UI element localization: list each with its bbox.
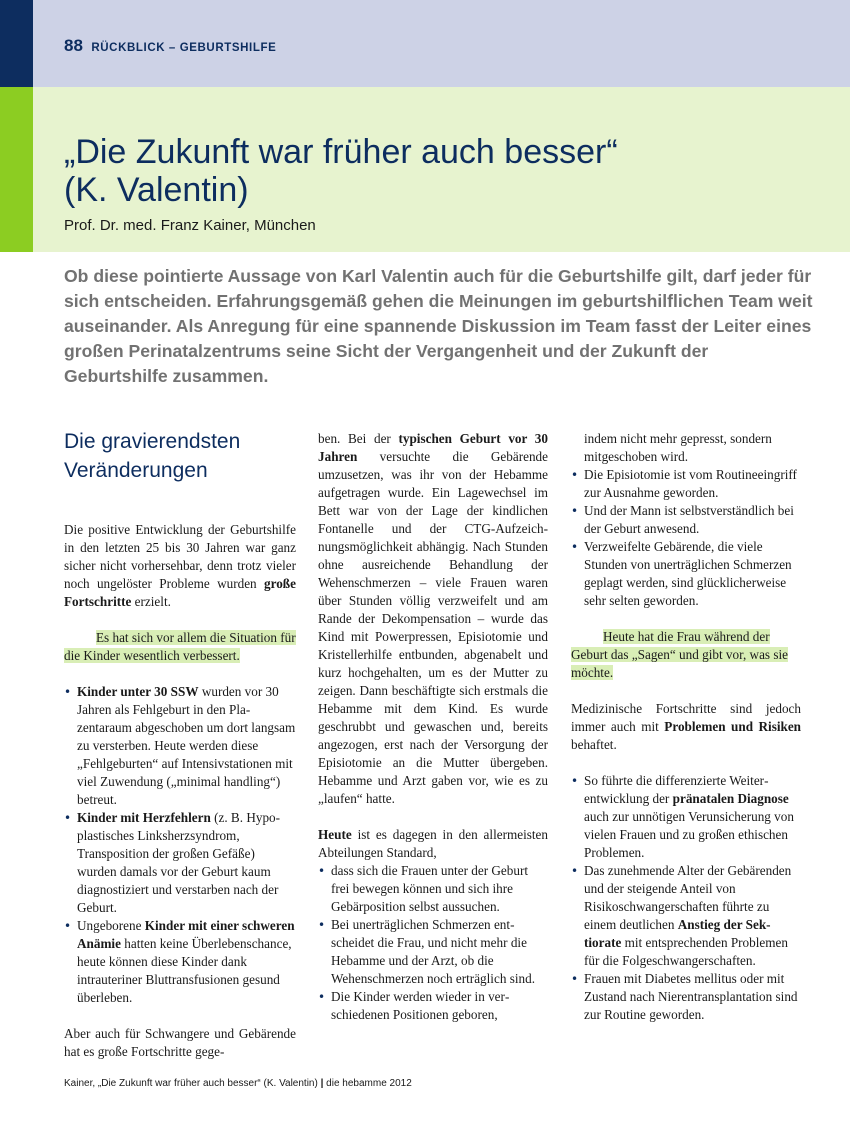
list-item: • Frauen mit Diabetes mellitus oder mit Zustand nach Nierentransplantation sind zur Routine geworden.: [571, 971, 798, 1022]
title-line-1: „Die Zukunft war früher auch besser“: [64, 133, 618, 171]
list-item: • So führte die differenzierte Weiterentwicklung der pränatalen Diagnose auch zur unnötigen Verunsicherung von vielen Frauen und zu großen ethischen Problemen.: [571, 773, 794, 860]
author-line: Prof. Dr. med. Franz Kainer, München: [64, 217, 316, 234]
page-footer: [64, 1078, 412, 1089]
highlighted-text: Heute hat die Frau während der Geburt das „Sagen“ und gibt vor, was sie möchte.: [571, 629, 789, 680]
bullet-icon: •: [571, 468, 579, 482]
pull-quote: [64, 629, 296, 665]
column-1: [64, 430, 296, 1061]
bullet-icon: •: [318, 918, 326, 932]
column-3: [571, 430, 801, 1024]
list-item: • Kinder mit Herzfehlern (z. B. Hypoplastisches Linksherzsyndrom, Transposition der großen Gefäße) wurden damals vor der Geburt kaum diagnostiziert und verstarben nach der Geburt.: [64, 810, 281, 915]
section-heading: [64, 427, 296, 485]
pull-quote: [571, 628, 801, 682]
bullet-icon: •: [64, 685, 72, 699]
bullet-icon: •: [318, 990, 326, 1004]
paragraph: Die positive Entwicklung der Geburtshilfe in den letzten 25 bis 30 Jahren war ganz sicher nicht vorhersehbar, denn trotz vieler noch ungelöster Probleme wurden große Fortschritte erzielt.: [64, 522, 296, 609]
list-item: • dass sich die Frauen unter der Geburt frei bewegen können und sich ihre Gebärposition selbst aussuchen.: [318, 863, 529, 914]
heading-line-1: Die gravierendsten: [64, 430, 241, 453]
paragraph: Medizinische Fortschritte sind jedoch immer auch mit Problemen und Risiken behaftet.: [571, 701, 802, 752]
bullet-list: [64, 683, 296, 1007]
highlighted-text: Es hat sich vor allem die Situation für die Kinder wesentlich verbessert.: [64, 630, 296, 663]
list-item: • Und der Mann ist selbstverständlich bei der Geburt anwesend.: [571, 503, 794, 536]
bullet-icon: •: [571, 864, 579, 878]
paragraph: Aber auch für Schwangere und Gebärende hat es große Fortschritte gege-: [64, 1026, 296, 1059]
page-number: 88: [64, 36, 83, 55]
bullet-list: [318, 862, 548, 1024]
footer-citation: Kainer, „Die Zukunft war früher auch besser“ (K. Valentin): [64, 1078, 321, 1089]
bullet-list: [571, 466, 801, 610]
list-item: • Die Episiotomie ist vom Routineeingriff zur Ausnahme geworden.: [571, 467, 797, 500]
running-header: [64, 36, 276, 56]
column-2: [318, 430, 548, 1024]
header-accent-bar: [0, 0, 33, 87]
footer-source: die hebamme 2012: [323, 1078, 412, 1089]
bullet-icon: •: [571, 540, 579, 554]
list-item: • Das zunehmende Alter der Gebärenden und der steigende Anteil von Risikoschwangerschaften führte zu einem deutlichen Anstieg der Sektiorate mit entsprechenden Problemen für die Folgeschwangerschaften.: [571, 863, 792, 968]
list-item: • Bei unerträglichen Schmerzen entscheidet die Frau, und nicht mehr die Hebamme und der Arzt, ob die Wehenschmerzen noch erträglich sind.: [318, 917, 535, 986]
article-title: [64, 133, 804, 209]
list-item: • Ungeborene Kinder mit einer schweren Anämie hatten keine Überlebenschance, heute können diese Kinder dank intrauteriner Bluttransfusionen gesund überleben.: [64, 918, 295, 1005]
list-item: • Die Kinder werden wieder in verschiedenen Positionen geboren,: [318, 989, 510, 1022]
bullet-icon: •: [318, 864, 326, 878]
list-item: • Verzweifelte Gebärende, die viele Stunden von unerträglichen Schmerzen geplagt werden, sind glücklicherweise sehr selten geworden.: [571, 539, 792, 608]
bullet-icon: •: [571, 504, 579, 518]
bullet-icon: •: [571, 972, 579, 986]
bullet-icon: •: [64, 919, 72, 933]
paragraph: ben. Bei der typischen Geburt vor 30 Jahren versuchte die Gebärende umzusetzen, was ihr von der Hebamme aufgetragen wurde. Ein Lagewechsel im Bett war von der Lage der kindlichen Fontanelle und der CTG-Aufzeichnungsmöglichkeit abhängig. Nach Stunden ohne ausreichende Behandlung der Wehenschmerzen – viele Frauen waren über Stunden völlig verzweifelt und am Rande der Dekompensation – wurde das Kind mit Powerpressen, Episiotomie und Kristellerhilfe entbunden, abgenabelt und kurz hochgehalten, um es der Mutter zu zeigen. Dann beschäftigte sich erstmals die Hebamme mit dem Kind. Es wurde geschrubbt und gewaschen und, bereits angezogen, erst nach der Versorgung der Episiotomie an die Mutter übergeben. Hebamme und Arzt gaben vor, wie es zu „laufen“ hatte.: [318, 431, 548, 806]
footer-separator: |: [320, 1078, 324, 1089]
section-label: RÜCKBLICK – GEBURTSHILFE: [91, 42, 277, 54]
list-item: • Kinder unter 30 SSW wurden vor 30 Jahren als Fehlgeburt in den Plazentaraum abgeschoben um dort langsam zu versterben. Heute werden diese „Fehlgeburten“ auf Intensivstationen mit viel Zuwendung („minimal handling“) betreut.: [64, 684, 296, 807]
paragraph-continued: indem nicht mehr gepresst, sondern mitgeschoben wird.: [584, 431, 772, 464]
bullet-list: [571, 772, 801, 1024]
intro-lead: Ob diese pointierte Aussage von Karl Valentin auch für die Geburtshilfe gilt, darf jeder für sich entscheiden. Erfahrungsgemäß gehen die Meinungen im geburtshilflichen Team weit auseinander. Als Anregung für eine spannende Diskussion im Team fasst der Leiter eines großen Perinatalzentrums seine Sicht der Vergangenheit und der Zukunft der Geburtshilfe zusammen.: [64, 266, 813, 386]
heading-line-2: Veränderungen: [64, 459, 208, 482]
title-accent-bar: [0, 87, 33, 252]
title-line-2: (K. Valentin): [64, 171, 249, 209]
paragraph: Heute ist es dagegen in den allermeisten Abteilungen Standard,: [318, 827, 548, 860]
bullet-icon: •: [64, 811, 72, 825]
bullet-icon: •: [571, 774, 579, 788]
